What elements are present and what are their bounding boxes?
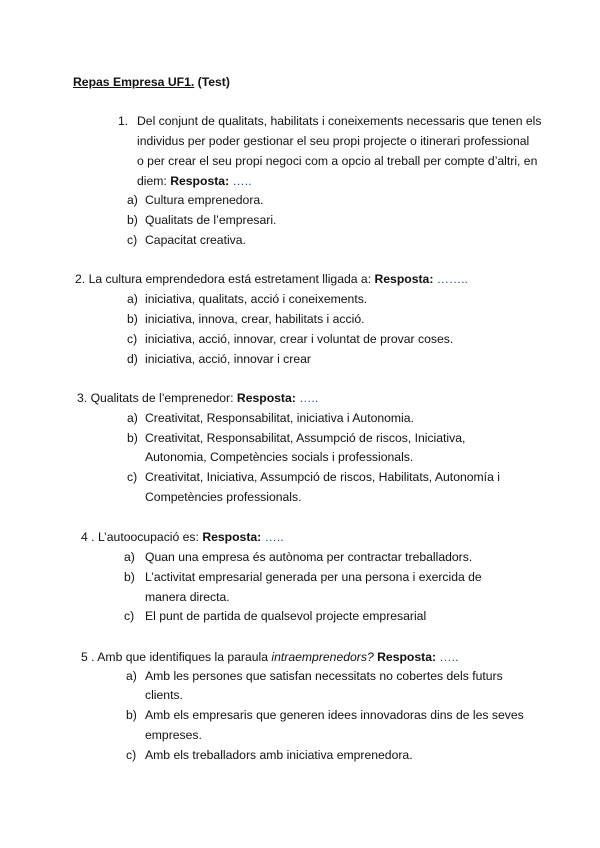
option-text: Amb les persones que satisfan necessitats no cobertes dels futurs [145, 669, 503, 683]
question-1-last-line [137, 174, 251, 188]
option-text: Cultura emprenedora. [145, 193, 264, 207]
answer-label: Resposta: [202, 530, 262, 544]
question-2-number: 2. [75, 272, 86, 286]
question-2 [75, 272, 468, 286]
question-5-number: 5 . [81, 650, 95, 664]
answer-label: Resposta: [170, 174, 230, 188]
option-letter: b) [124, 570, 135, 584]
option-letter: c) [126, 748, 137, 762]
option-text: Creativitat, Responsabilitat, Assumpció de riscos, Iniciativa, [145, 431, 466, 445]
option-text: Capacitat creativa. [145, 233, 246, 247]
question-5 [81, 650, 458, 664]
option-letter: a) [127, 292, 138, 306]
option-text: Creativitat, Responsabilitat, iniciativa i Autonomia. [145, 411, 414, 425]
option-text: iniciativa, qualitats, acció i coneixements. [145, 292, 368, 306]
option-text: clients. [145, 688, 183, 702]
option-text: manera directa. [145, 590, 230, 604]
question-3-number: 3. [77, 391, 88, 405]
question-4-number: 4 . [81, 530, 95, 544]
question-1-text-line: Del conjunt de qualitats, habilitats i coneixements necessaris que tenen els [137, 114, 542, 128]
option-letter: b) [127, 312, 138, 326]
answer-blank: ….. [439, 650, 459, 664]
answer-label: Resposta: [236, 391, 296, 405]
option-letter: c) [127, 470, 138, 484]
option-text: L’activitat empresarial generada per una persona i exercida de [145, 570, 482, 584]
answer-label: Resposta: [374, 272, 434, 286]
option-letter: b) [127, 213, 138, 227]
option-text: Qualitats de l’empresari. [145, 213, 277, 227]
option-text: Quan una empresa és autònoma per contractar treballadors. [145, 550, 473, 564]
answer-blank: ….. [232, 174, 252, 188]
option-text: Amb els empresaris que generen idees innovadoras dins de les seves [145, 708, 524, 722]
option-text: Competències professionals. [145, 490, 302, 504]
question-1-text-end: diem: [137, 174, 167, 188]
option-letter: b) [126, 708, 137, 722]
question-1-text-line: o per crear el seu propi negoci com a opcio al treball per compte d’altri, en [137, 154, 538, 168]
question-5-text: Amb que identifiques la paraula [97, 650, 269, 664]
option-letter: a) [124, 550, 135, 564]
question-5-italic-word: intraemprenedors? [271, 650, 374, 664]
option-letter: c) [127, 233, 138, 247]
option-letter: a) [127, 411, 138, 425]
option-text: iniciativa, acció, innovar i crear [145, 352, 311, 366]
option-letter: b) [127, 431, 138, 445]
option-text: iniciativa, innova, crear, habilitats i acció. [145, 312, 365, 326]
option-text: Autonomia, Competències socials i professionals. [145, 450, 414, 464]
title-suffix: (Test) [197, 75, 230, 89]
answer-blank: …….. [436, 272, 468, 286]
question-1-number: 1. [118, 114, 129, 128]
option-text: iniciativa, acció, innovar, crear i voluntat de provar coses. [145, 332, 454, 346]
question-3 [77, 391, 318, 405]
option-letter: d) [127, 352, 138, 366]
option-text: Creativitat, Iniciativa, Assumpció de riscos, Habilitats, Autonomía i [145, 470, 500, 484]
option-text: El punt de partida de qualsevol projecte empresarial [145, 609, 427, 623]
option-text: empreses. [145, 728, 202, 742]
question-4 [81, 530, 284, 544]
option-letter: a) [127, 193, 138, 207]
answer-label: Resposta: [377, 650, 437, 664]
question-4-text: L’autoocupació es: [97, 530, 199, 544]
option-letter: c) [127, 332, 138, 346]
question-1-text-line: individus per poder gestionar el seu propi projecte o itinerari professional [137, 134, 530, 148]
option-letter: a) [126, 669, 137, 683]
option-letter: c) [124, 609, 135, 623]
answer-blank: ….. [264, 530, 284, 544]
answer-blank: ….. [299, 391, 319, 405]
option-text: Amb els treballadors amb iniciativa emprenedora. [145, 748, 413, 762]
title-underlined: Repas Empresa UF1. [73, 75, 195, 89]
page-title [73, 75, 230, 89]
question-2-text: La cultura emprendedora está estretament lligada a: [88, 272, 372, 286]
question-3-text: Qualitats de l’emprenedor: [90, 391, 234, 405]
